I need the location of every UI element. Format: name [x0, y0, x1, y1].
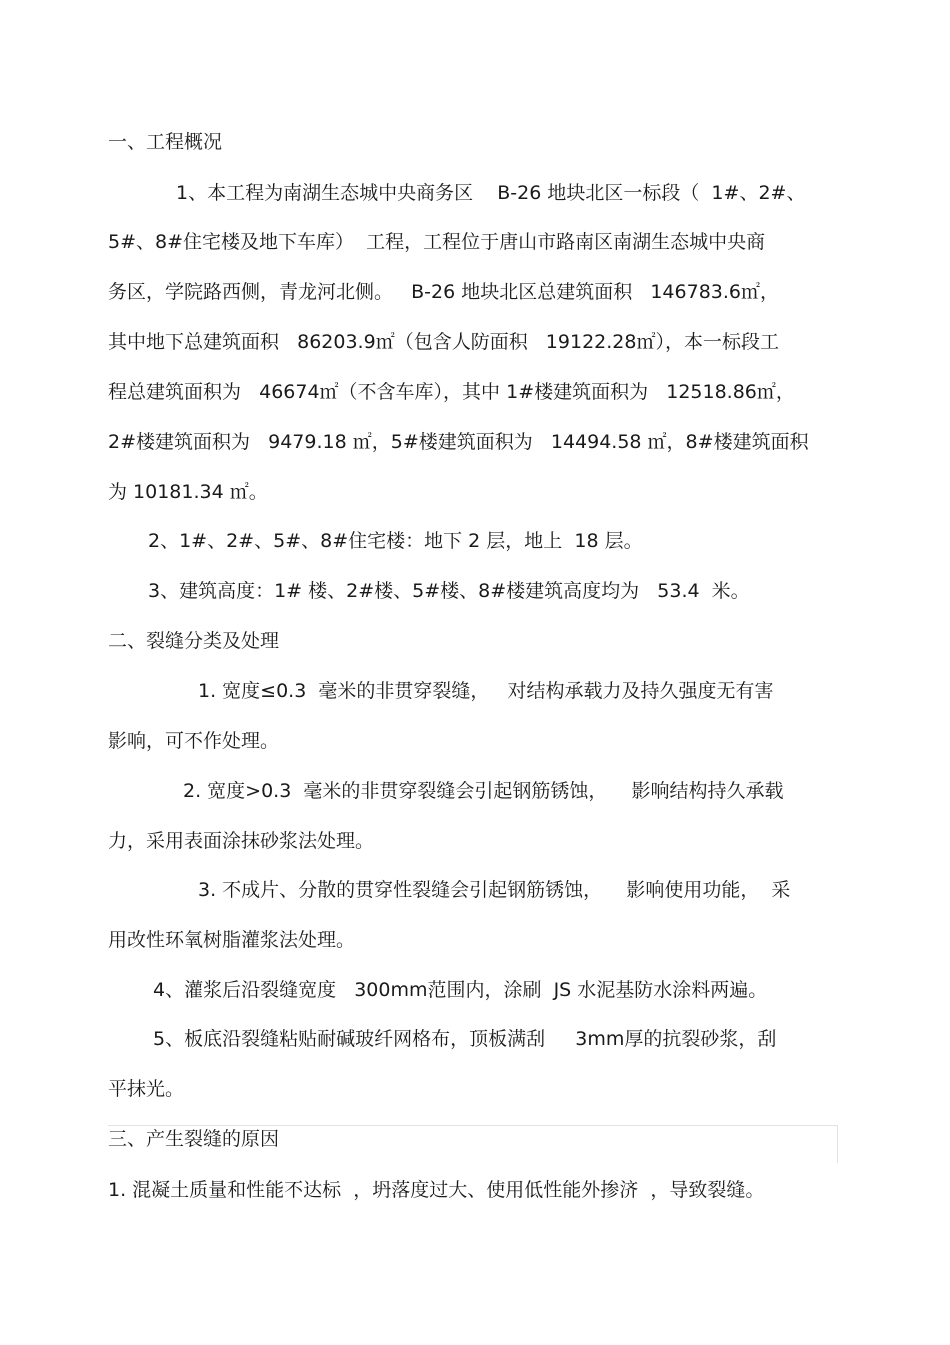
section-heading-cracks: 二、裂缝分类及处理 — [108, 630, 280, 652]
overview-paragraph-line: 2#楼建筑面积为 9479.18 ㎡，5#楼建筑面积为 14494.58 ㎡，8#楼建筑面积 — [108, 431, 809, 453]
overview-paragraph-line: 务区，学院路西侧，青龙河北侧。 B-26 地块北区总建筑面积 146783.6㎡， — [108, 281, 780, 303]
crack-item-line: 4、灌浆后沿裂缝宽度 300mm范围内，涂刷 JS 水泥基防水涂料两遍。 — [153, 979, 768, 1001]
floors-paragraph: 2、1#、2#、5#、8#住宅楼：地下 2 层，地上 18 层。 — [148, 530, 643, 552]
crack-item-line: 5、板底沿裂缝粘贴耐碱玻纤网格布，顶板满刮 3mm厚的抗裂砂浆，刮 — [153, 1028, 777, 1050]
crack-item-line: 影响，可不作处理。 — [108, 730, 280, 752]
overview-paragraph-line: 程总建筑面积为 46674㎡（不含车库），其中 1#楼建筑面积为 12518.86㎡， — [108, 381, 795, 403]
section-heading-causes: 三、产生裂缝的原因 — [108, 1128, 280, 1150]
overview-paragraph-line: 其中地下总建筑面积 86203.9㎡（包含人防面积 19122.28㎡），本一标段工 — [108, 331, 779, 353]
cause-item: 1. 混凝土质量和性能不达标 ，坍落度过大、使用低性能外掺济 ，导致裂缝。 — [108, 1179, 765, 1201]
overview-paragraph-line: 1、本工程为南湖生态城中央商务区 B-26 地块北区一标段（ 1#、2#、 — [176, 182, 806, 204]
crack-item-line: 2. 宽度>0.3 毫米的非贯穿裂缝会引起钢筋锈蚀， 影响结构持久承载 — [183, 780, 784, 802]
section-heading-overview: 一、工程概况 — [108, 131, 223, 153]
overview-paragraph-line: 为 10181.34 ㎡。 — [108, 481, 268, 503]
crack-item-line: 3. 不成片、分散的贯穿性裂缝会引起钢筋锈蚀， 影响使用功能， 采 — [198, 879, 791, 901]
overview-paragraph-line: 5#、8#住宅楼及地下车库） 工程，工程位于唐山市路南区南湖生态城中央商 — [108, 231, 766, 253]
height-paragraph: 3、建筑高度：1# 楼、2#楼、5#楼、8#楼建筑高度均为 53.4 米。 — [148, 580, 750, 602]
crack-item-line: 平抹光。 — [108, 1078, 185, 1100]
crack-item-line: 1. 宽度≤0.3 毫米的非贯穿裂缝， 对结构承载力及持久强度无有害 — [198, 680, 774, 702]
crack-item-line: 用改性环氧树脂灌浆法处理。 — [108, 929, 356, 951]
crack-item-line: 力，采用表面涂抹砂浆法处理。 — [108, 830, 375, 852]
